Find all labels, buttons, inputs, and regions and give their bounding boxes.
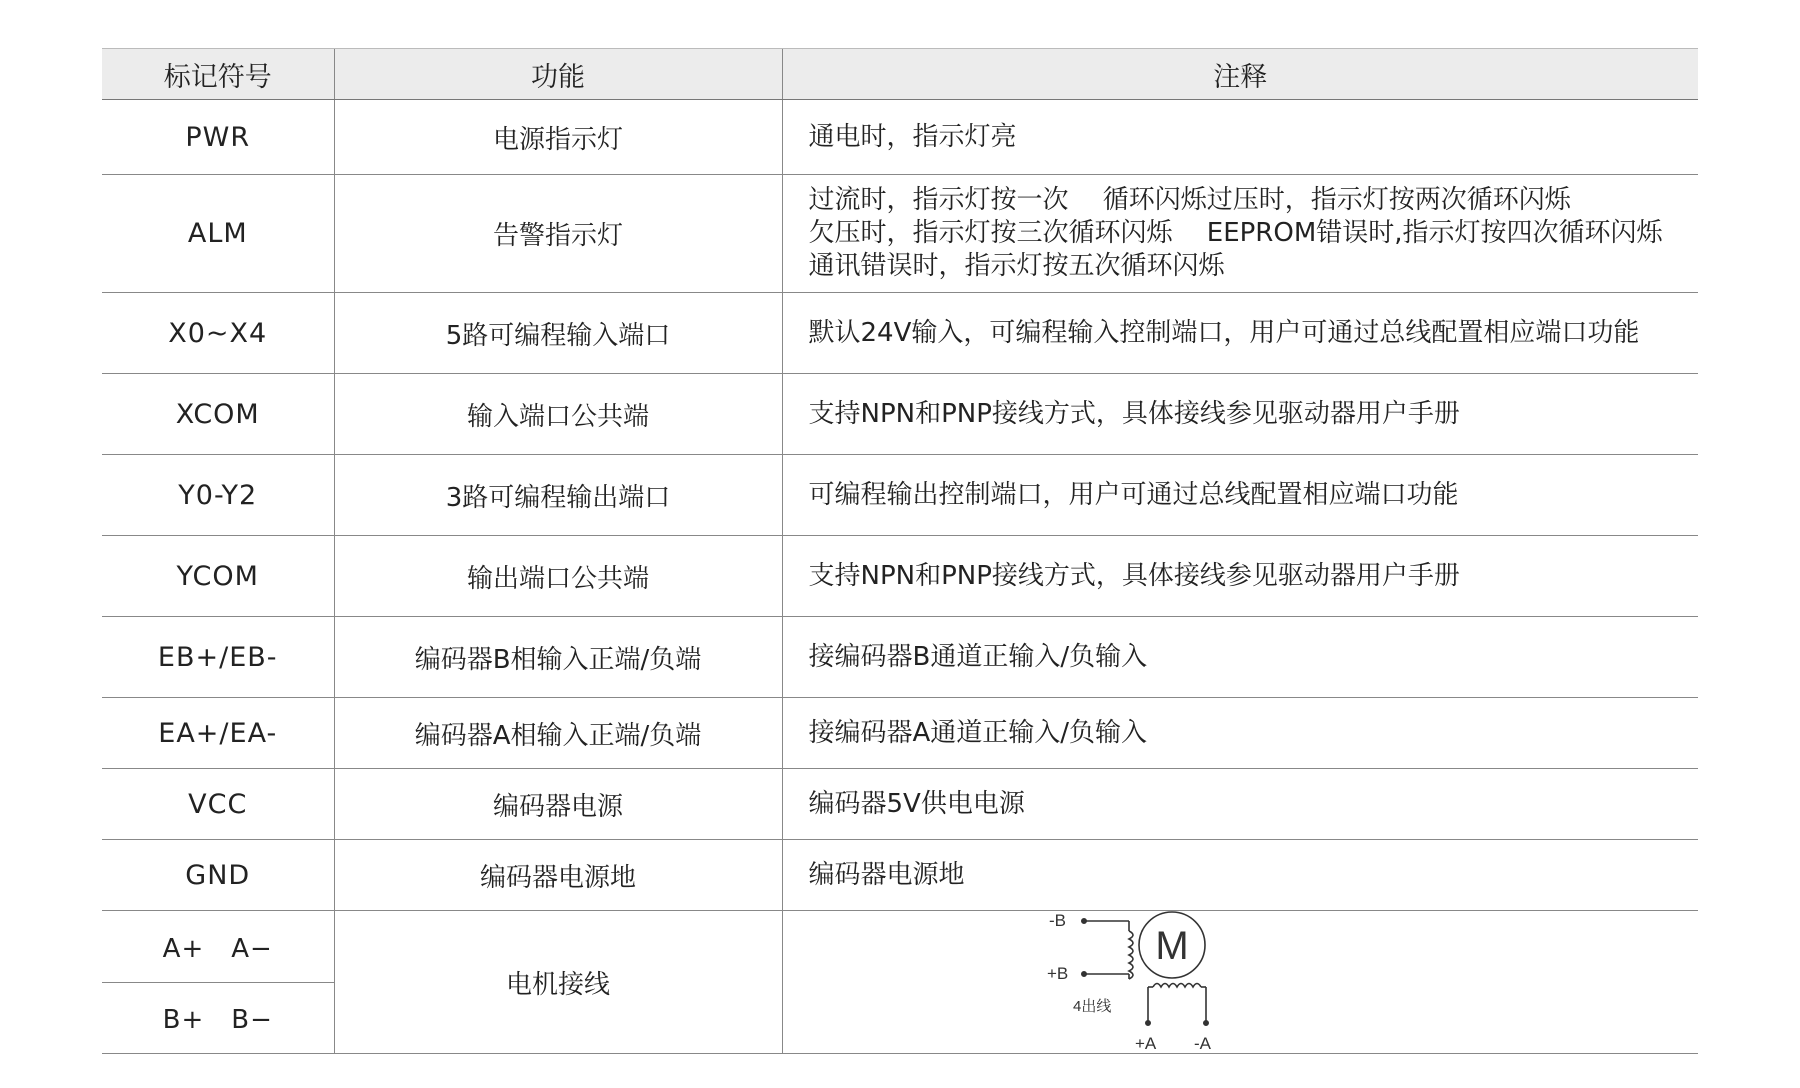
note-line: 默认24V输入，可编程输入控制端口，用户可通过总线配置相应端口功能 bbox=[808, 317, 1640, 348]
note-line: 接编码器A通道正输入/负输入 bbox=[808, 717, 1148, 748]
note-line: 支持NPN和PNP接线方式，具体接线参见驱动器用户手册 bbox=[808, 560, 1460, 591]
table-row bbox=[102, 175, 1698, 293]
label-minus-a: -A bbox=[1193, 1034, 1211, 1053]
symbol-cell: GND bbox=[102, 840, 334, 911]
note-cell bbox=[782, 536, 1698, 617]
note-line: 通电时，指示灯亮 bbox=[808, 121, 1017, 152]
function-cell: 编码器B相输入正端/负端 bbox=[334, 617, 782, 698]
function-cell: 输入端口公共端 bbox=[334, 374, 782, 455]
motor-wiring-diagram-cell bbox=[782, 911, 1698, 1054]
label-plus-b: +B bbox=[1046, 964, 1068, 983]
note-cell bbox=[782, 840, 1698, 911]
table-row bbox=[102, 100, 1698, 175]
note-cell bbox=[782, 698, 1698, 769]
note-cell bbox=[782, 617, 1698, 698]
table-row bbox=[102, 293, 1698, 374]
function-cell-motor: 电机接线 bbox=[334, 911, 782, 1054]
header-note: 注释 bbox=[782, 49, 1698, 100]
table-row bbox=[102, 536, 1698, 617]
label-minus-b: -B bbox=[1048, 911, 1066, 930]
table-row bbox=[102, 455, 1698, 536]
motor-letter: M bbox=[1154, 924, 1189, 968]
note-line: 编码器5V供电电源 bbox=[808, 788, 1025, 819]
function-cell: 输出端口公共端 bbox=[334, 536, 782, 617]
table-row bbox=[102, 698, 1698, 769]
symbol-cell-a: A+ A− bbox=[102, 911, 334, 983]
note-cell bbox=[782, 769, 1698, 840]
function-cell: 编码器电源 bbox=[334, 769, 782, 840]
function-cell: 电源指示灯 bbox=[334, 100, 782, 175]
note-line: 可编程输出控制端口，用户可通过总线配置相应端口功能 bbox=[808, 479, 1459, 510]
table-row bbox=[102, 374, 1698, 455]
wires-label: 4出线 bbox=[1072, 998, 1111, 1015]
function-cell: 3路可编程输出端口 bbox=[334, 455, 782, 536]
note-line: 通讯错误时，指示灯按五次循环闪烁 bbox=[808, 251, 1225, 281]
note-cell bbox=[782, 175, 1698, 293]
function-cell: 告警指示灯 bbox=[334, 175, 782, 293]
note-line: 编码器电源地 bbox=[808, 859, 965, 890]
note-line: 接编码器B通道正输入/负输入 bbox=[808, 641, 1148, 672]
note-line: 支持NPN和PNP接线方式，具体接线参见驱动器用户手册 bbox=[808, 398, 1460, 429]
motor-wiring-diagram bbox=[783, 911, 1699, 1053]
symbol-cell: X0~X4 bbox=[102, 293, 334, 374]
symbol-cell: ALM bbox=[102, 175, 334, 293]
terminal-table bbox=[102, 48, 1698, 1054]
note-line: 欠压时，指示灯按三次循环闪烁 EEPROM错误时,指示灯按四次循环闪烁 bbox=[808, 218, 1663, 248]
function-cell: 编码器电源地 bbox=[334, 840, 782, 911]
function-cell: 编码器A相输入正端/负端 bbox=[334, 698, 782, 769]
table-row bbox=[102, 617, 1698, 698]
header-symbol: 标记符号 bbox=[102, 49, 334, 100]
note-cell bbox=[782, 455, 1698, 536]
symbol-cell: XCOM bbox=[102, 374, 334, 455]
symbol-cell: EB+/EB- bbox=[102, 617, 334, 698]
note-cell bbox=[782, 100, 1698, 175]
header-function: 功能 bbox=[334, 49, 782, 100]
symbol-cell: EA+/EA- bbox=[102, 698, 334, 769]
note-cell bbox=[782, 293, 1698, 374]
function-cell: 5路可编程输入端口 bbox=[334, 293, 782, 374]
table-header-row bbox=[102, 49, 1698, 100]
table-row bbox=[102, 769, 1698, 840]
symbol-cell: VCC bbox=[102, 769, 334, 840]
symbol-cell-b: B+ B− bbox=[102, 982, 334, 1054]
motor-row-a bbox=[102, 911, 1698, 983]
note-cell bbox=[782, 374, 1698, 455]
table-row bbox=[102, 840, 1698, 911]
symbol-cell: YCOM bbox=[102, 536, 334, 617]
symbol-cell: Y0-Y2 bbox=[102, 455, 334, 536]
symbol-cell: PWR bbox=[102, 100, 334, 175]
note-line: 过流时，指示灯按一次 循环闪烁过压时，指示灯按两次循环闪烁 bbox=[808, 185, 1571, 215]
label-plus-a: +A bbox=[1134, 1034, 1156, 1053]
